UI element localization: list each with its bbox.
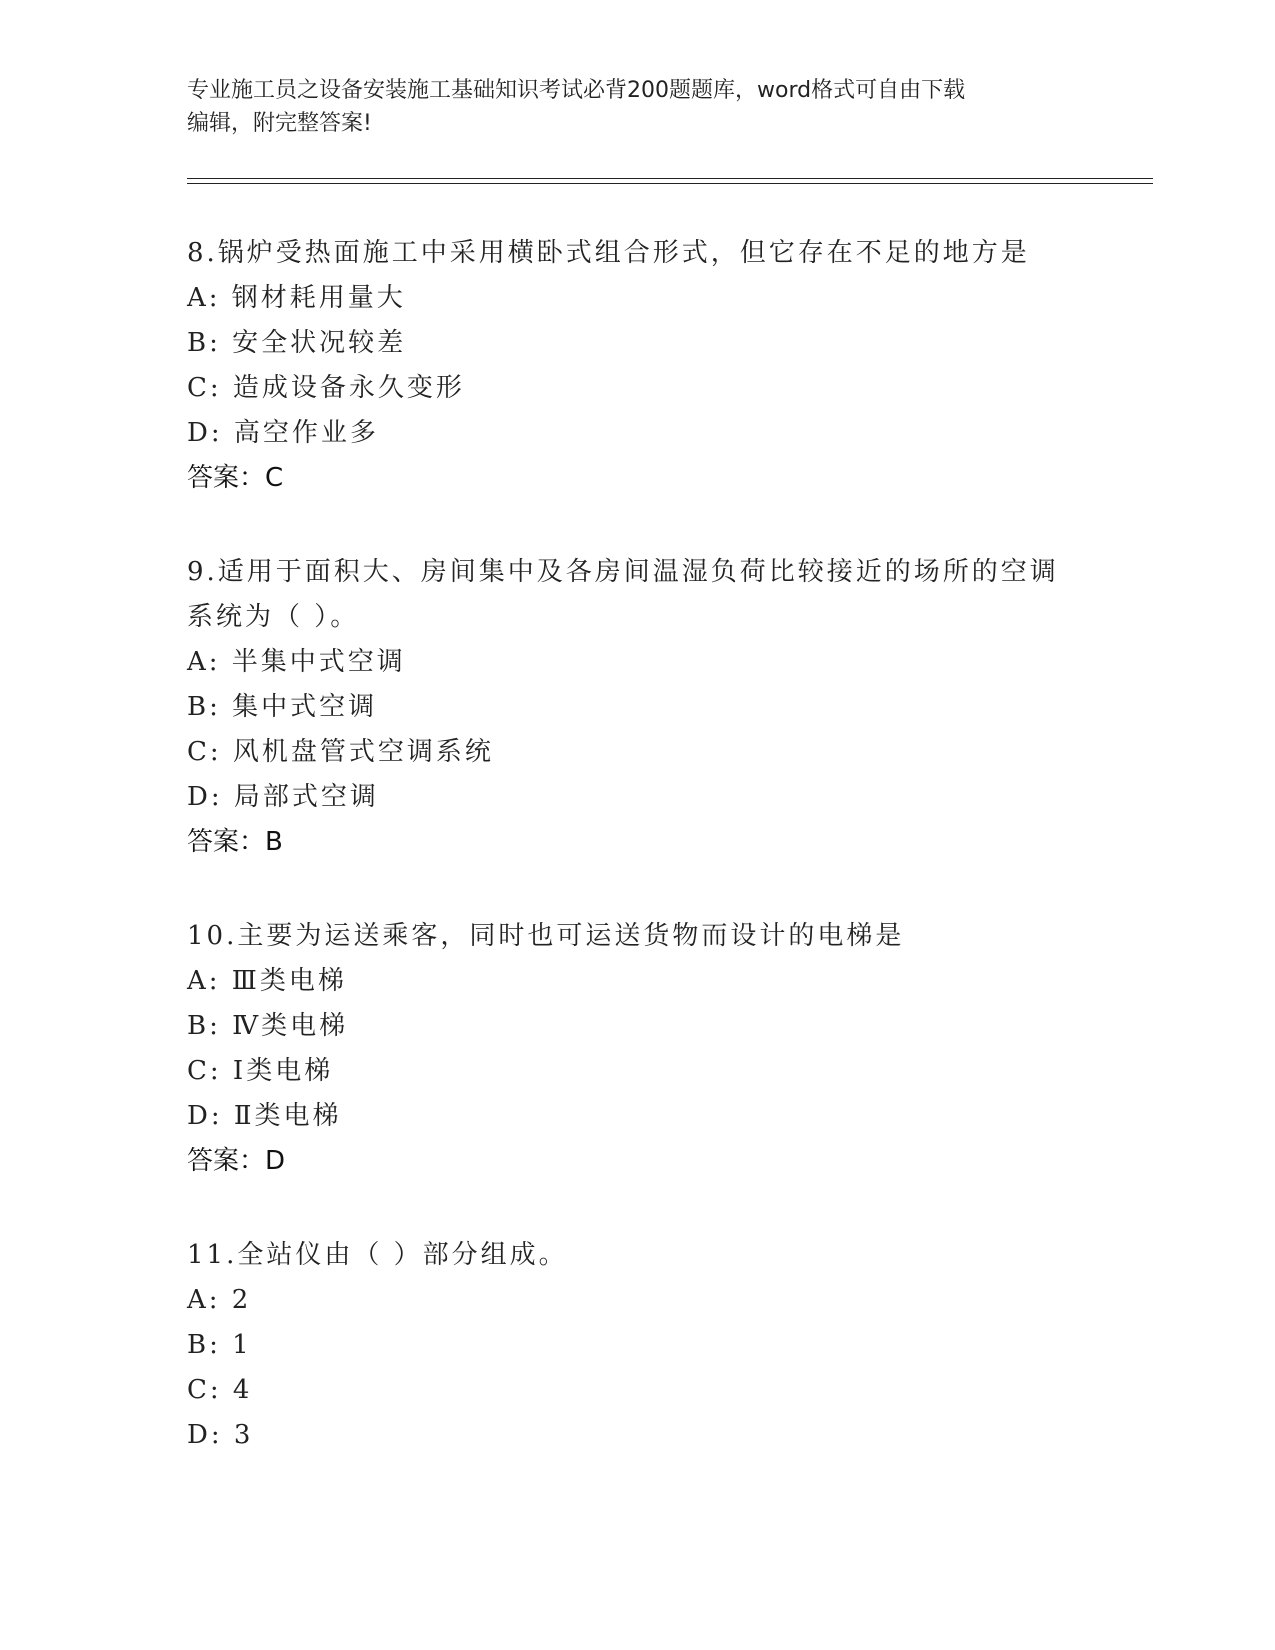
option-c: C: 造成设备永久变形 bbox=[187, 373, 465, 403]
question-9 bbox=[187, 550, 1087, 865]
option-b: B: 集中式空调 bbox=[187, 692, 378, 722]
header-divider-top bbox=[187, 178, 1153, 179]
document-header bbox=[187, 74, 1067, 140]
option-a: A: 2 bbox=[187, 1285, 252, 1315]
header-line-1: 专业施工员之设备安装施工基础知识考试必背200题题库，word格式可自由下载 bbox=[187, 78, 966, 103]
option-a: A: 半集中式空调 bbox=[187, 647, 406, 677]
header-line-2: 编辑，附完整答案! bbox=[187, 111, 372, 136]
question-stem: 11.全站仪由（ ）部分组成。 bbox=[187, 1240, 568, 1270]
option-c: C: 风机盘管式空调系统 bbox=[187, 737, 494, 767]
question-8 bbox=[187, 231, 1087, 501]
question-stem: 8.锅炉受热面施工中采用横卧式组合形式，但它存在不足的地方是 bbox=[187, 238, 1030, 268]
answer: 答案：B bbox=[187, 827, 283, 857]
option-b: B: 1 bbox=[187, 1330, 252, 1360]
answer: 答案：D bbox=[187, 1146, 286, 1176]
option-b: B: Ⅳ类电梯 bbox=[187, 1011, 349, 1041]
option-d: D: 局部式空调 bbox=[187, 782, 379, 812]
answer: 答案：C bbox=[187, 463, 284, 493]
question-stem-line-1: 9.适用于面积大、房间集中及各房间温湿负荷比较接近的场所的空调 bbox=[187, 557, 1059, 587]
question-stem: 10.主要为运送乘客，同时也可运送货物而设计的电梯是 bbox=[187, 921, 905, 951]
question-11 bbox=[187, 1233, 1087, 1458]
header-divider-bottom bbox=[187, 183, 1153, 184]
option-a: A: Ⅲ类电梯 bbox=[187, 966, 347, 996]
option-d: D: 3 bbox=[187, 1420, 254, 1450]
option-d: D: 高空作业多 bbox=[187, 418, 379, 448]
option-d: D: Ⅱ类电梯 bbox=[187, 1101, 342, 1131]
option-c: C: Ⅰ类电梯 bbox=[187, 1056, 334, 1086]
question-stem-line-2: 系统为（ ）。 bbox=[187, 602, 360, 632]
option-c: C: 4 bbox=[187, 1375, 253, 1405]
option-a: A: 钢材耗用量大 bbox=[187, 283, 406, 313]
option-b: B: 安全状况较差 bbox=[187, 328, 407, 358]
question-10 bbox=[187, 914, 1087, 1184]
